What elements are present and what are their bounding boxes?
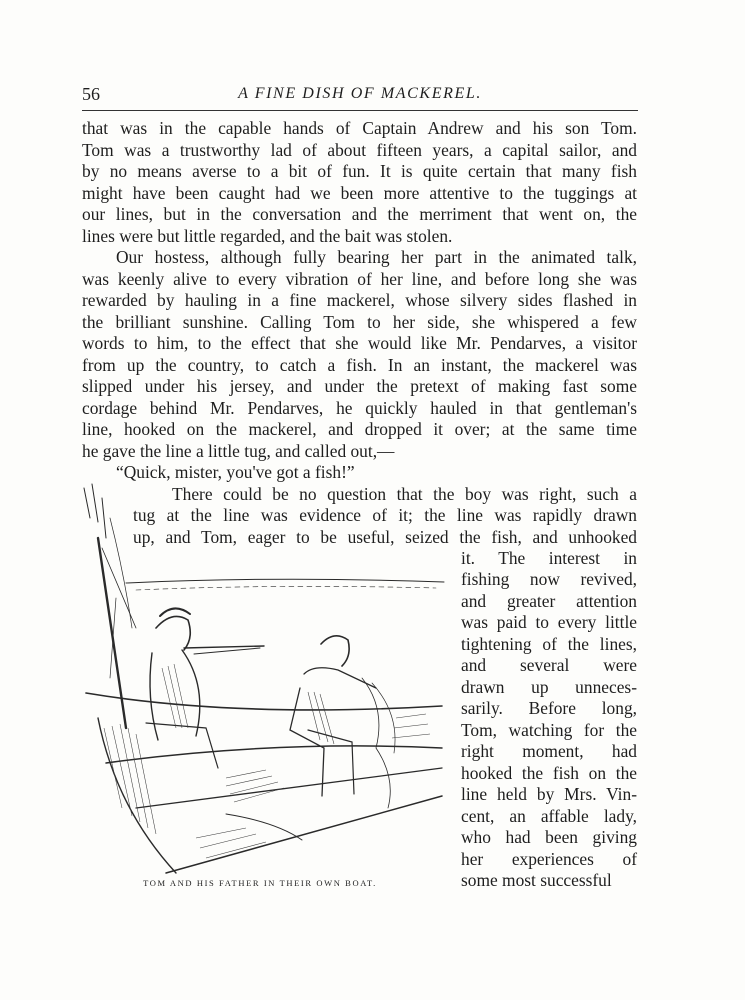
body-line: he gave the line a little tug, and called out,— — [82, 441, 395, 461]
side-line: right moment, had — [461, 741, 637, 761]
page-number: 56 — [82, 84, 100, 104]
body-line: There could be no question that the boy was right, such a — [172, 484, 637, 504]
body-line: lines were but little regarded, and the bait was stolen. — [82, 226, 453, 246]
body-line: from up the country, to catch a fish. In an instant, the mackerel was — [82, 355, 637, 375]
body-line: line, hooked on the mackerel, and dropped it over; at the same time — [82, 419, 637, 439]
side-line: it. The interest in — [461, 548, 637, 568]
body-line: Our hostess, although fully bearing her part in the animated talk, — [116, 247, 637, 267]
body-line: tug at the line was evidence of it; the line was rapidly drawn — [133, 505, 637, 525]
side-line: sarily. Before long, — [461, 698, 637, 718]
body-line: rewarded by hauling in a fine mackerel, whose silvery sides flashed in — [82, 290, 637, 310]
side-line: and greater attention — [461, 591, 637, 611]
body-line: “Quick, mister, you've got a fish!” — [116, 462, 355, 482]
body-line: up, and Tom, eager to be useful, seized the fish, and unhooked — [133, 527, 637, 547]
boat-illustration — [76, 478, 448, 878]
side-line: her experiences of — [461, 849, 637, 869]
body-line: slipped under his jersey, and under the pretext of making fast some — [82, 376, 637, 396]
side-line: Tom, watching for the — [461, 720, 637, 740]
body-line: that was in the capable hands of Captain Andrew and his son Tom. — [82, 118, 637, 138]
side-line: hooked the fish on the — [461, 763, 637, 783]
side-line: drawn up unneces- — [461, 677, 637, 697]
side-line: and several were — [461, 655, 637, 675]
running-title: A FINE DISH OF MACKEREL. — [238, 85, 482, 102]
illustration-caption: TOM AND HIS FATHER IN THEIR OWN BOAT. — [143, 878, 377, 888]
side-line: fishing now revived, — [461, 569, 637, 589]
side-line: who had been giving — [461, 827, 637, 847]
body-line: might have been caught had we been more attentive to the tuggings at — [82, 183, 637, 203]
body-line: our lines, but in the conversation and the merriment that went on, the — [82, 204, 637, 224]
body-line: cordage behind Mr. Pendarves, he quickly hauled in that gentleman's — [82, 398, 637, 418]
body-line: Tom was a trustworthy lad of about fifteen years, a capital sailor, and — [82, 140, 637, 160]
body-line: was keenly alive to every vibration of her line, and before long she was — [82, 269, 637, 289]
side-line: some most successful — [461, 870, 612, 890]
body-line: the brilliant sunshine. Calling Tom to her side, she whispered a few — [82, 312, 637, 332]
page-header — [82, 84, 638, 108]
body-line: words to him, to the effect that she would like Mr. Pendarves, a visitor — [82, 333, 637, 353]
side-line: line held by Mrs. Vin- — [461, 784, 637, 804]
side-line: cent, an affable lady, — [461, 806, 637, 826]
body-line: by no means averse to a bit of fun. It is quite certain that many fish — [82, 161, 637, 181]
side-line: was paid to every little — [461, 612, 637, 632]
header-rule — [82, 110, 638, 111]
fishermen-in-boat-icon — [76, 478, 448, 878]
side-line: tightening of the lines, — [461, 634, 637, 654]
